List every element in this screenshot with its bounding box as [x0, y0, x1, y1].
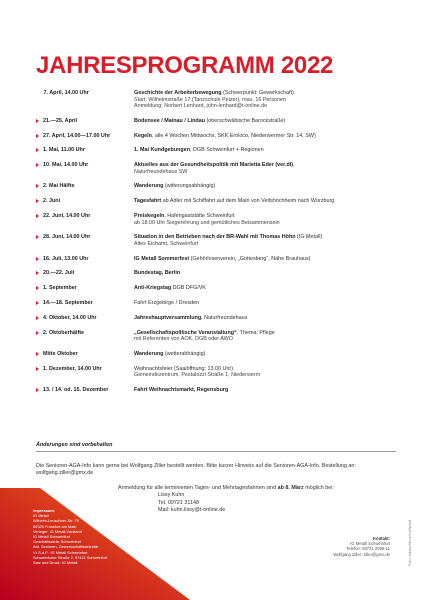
- event-title: Fahrt Weihnachtsmarkt, Regensburg: [134, 387, 229, 394]
- event-detail: mit Referenten von AOK, DGB oder AWO: [134, 336, 233, 343]
- event-date: [36, 234, 134, 247]
- event-row: [36, 351, 401, 358]
- event-date: [36, 147, 134, 154]
- event-date-text: 1. Mai, 11.00 Uhr: [43, 147, 85, 154]
- event-date: [36, 387, 134, 394]
- bullet-arrow-icon: [36, 352, 39, 356]
- event-date-text: 4. Oktober, 14.00 Uhr: [43, 314, 97, 321]
- event-date: [36, 162, 134, 175]
- event-date-text: 2. Mai Hälfte: [43, 183, 75, 190]
- event-row: [36, 330, 401, 343]
- event-date-text: 2. Juni: [43, 198, 61, 205]
- event-info: [134, 300, 401, 307]
- impressum-line: 60329 Frankfurt am Main: [33, 523, 77, 529]
- event-text: , alle 4 Wochen Mittwochs, SKK Eroloco, Niederwerrner Str. 14, SW): [151, 132, 316, 139]
- bullet-arrow-icon: [36, 388, 39, 392]
- event-date: [36, 330, 134, 343]
- event-text: (witterungsabhängig): [163, 183, 216, 190]
- event-row: [36, 285, 401, 292]
- event-date-text: 2. Oktoberhälfte: [43, 329, 85, 336]
- event-text: Weihnachtsfeier (Saalöffnung: 13.00 Uhr): [134, 365, 233, 372]
- bullet-arrow-icon: [36, 271, 39, 275]
- event-date-text: 1. Dezember, 14.00 Uhr: [43, 365, 102, 372]
- event-info: [134, 351, 401, 358]
- event-row: [36, 198, 401, 205]
- event-info: [134, 270, 401, 277]
- event-date: [36, 285, 134, 292]
- event-date-text: 10. Mai, 14.00 Uhr: [43, 162, 89, 169]
- event-date-text: 1. September: [43, 285, 77, 292]
- event-title: Bodensee / Mainau / Lindau: [134, 117, 205, 124]
- bullet-arrow-icon: [36, 134, 39, 138]
- event-date-text: 27. April, 14.00—17.00 Uhr: [43, 132, 111, 139]
- event-text: ab Adler mit Schiffahrt auf dem Main von Veitshöchheim nach Würzburg: [161, 198, 335, 205]
- impressum-heading: Impressum:: [33, 508, 56, 513]
- bullet-arrow-icon: [36, 301, 39, 305]
- event-title: Wanderung: [134, 183, 164, 190]
- event-title: Bundestag, Berlin: [134, 270, 181, 277]
- event-info: [134, 162, 401, 175]
- event-info: [134, 387, 401, 394]
- event-date-text: Mitte Oktober: [43, 350, 78, 357]
- event-text: , Hafengaststätte Schweinfurt: [164, 213, 235, 220]
- event-date: [36, 270, 134, 277]
- impressum-line: IG Metall Schweinfurt: [33, 534, 70, 540]
- bullet-arrow-icon: [36, 148, 39, 152]
- event-title: Situation in den Betrieben nach der BR-Wahl mit Thomas Höhn: [134, 234, 296, 241]
- event-date: [36, 213, 134, 226]
- event-text: (wetterabhängig): [163, 350, 206, 357]
- event-info: [134, 366, 401, 379]
- event-date-text: 22. Juni, 14.00 Uhr: [43, 213, 91, 220]
- event-title: Preiskegeln: [134, 213, 165, 220]
- event-title: Geschichte der Arbeiterbewegung: [134, 90, 222, 96]
- event-row: [36, 133, 401, 140]
- event-text: , Thema: Pflege: [236, 329, 275, 336]
- contact-line: Telefon: 09721 2096-11: [346, 546, 390, 552]
- event-info: [134, 315, 401, 322]
- event-date: [36, 183, 134, 190]
- contact-line: IG Metall Schweinfurt: [350, 541, 390, 547]
- event-info: [134, 147, 401, 154]
- signup-tel: Tel. 09721 31148: [158, 499, 199, 506]
- impressum-line: Geschäftsstelle Schweinfurt: [33, 539, 82, 545]
- contact-block: [333, 536, 390, 557]
- event-date: [36, 90, 134, 110]
- bullet-arrow-icon: [36, 199, 39, 203]
- event-date-text: 21.—25. April: [43, 117, 77, 124]
- bullet-arrow-icon: [36, 257, 39, 261]
- event-text: ,: [293, 162, 295, 169]
- bullet-arrow-icon: [36, 331, 39, 335]
- event-detail: Naturfreundehaus SW: [134, 168, 188, 175]
- event-row: [36, 213, 401, 226]
- event-text: (oberschwäbische Barockstraße): [205, 117, 286, 124]
- event-detail: Anmeldung: Norbert Lenhard, john-lenhard@t-online.de: [134, 103, 268, 109]
- event-date-text: 13. / 14. od. 15. Dezember: [43, 387, 109, 394]
- bullet-arrow-icon: [36, 184, 39, 188]
- impressum-line: Abt. Senioren, Gewerkschaftssekretär: [33, 544, 99, 550]
- event-info: [134, 118, 401, 125]
- event-title: Aktuelles aus der Gesundheitspolitik mit Marietta Eder (ver.di): [134, 162, 294, 169]
- event-date-text: 28. Juni, 14.00 Uhr: [43, 234, 91, 241]
- event-title: IG Metall Sommerfest: [134, 255, 190, 262]
- event-date-text: 16. Juli, 13.00 Uhr: [43, 255, 89, 262]
- event-date: [36, 256, 134, 263]
- event-date: [36, 366, 134, 379]
- event-text: DGB DFG/VK: [171, 285, 206, 292]
- event-title: Kegeln: [134, 132, 152, 139]
- event-title: Jahreshauptversammlung: [134, 314, 202, 321]
- event-date: [36, 133, 134, 140]
- event-row: [36, 270, 401, 277]
- impressum-line: IG Metall: [33, 513, 49, 519]
- event-info: [134, 234, 401, 247]
- bullet-arrow-icon: [36, 163, 39, 167]
- event-info: [134, 183, 401, 190]
- event-title: Anti-Kriegstag: [134, 285, 172, 292]
- event-date: [36, 198, 134, 205]
- impressum-line: Wilhelm-Leuschner-Str. 79: [33, 518, 79, 524]
- signup-name: Lissy Kuhn: [158, 492, 185, 499]
- event-detail: ab 18.00 Uhr Siegerehrung und gemütliches Beisammensein: [134, 219, 280, 226]
- event-date-text: 7. April, 14.00 Uhr: [43, 90, 89, 96]
- event-info: [134, 330, 401, 343]
- event-title: 1. Mai Kundgebungen: [134, 147, 191, 154]
- event-list: [36, 90, 401, 402]
- event-row: [36, 300, 401, 307]
- event-text: Fahrt Erzgebirge / Dresden: [134, 300, 200, 307]
- impressum-line: Verleger: IG Metall-Vorstand: [33, 528, 82, 534]
- event-title: Wanderung: [134, 350, 164, 357]
- event-row: [36, 256, 401, 263]
- event-text: , Naturfreundehaus: [201, 314, 248, 321]
- signup-mail[interactable]: Mail: kuhn.lissy@t-online.de: [158, 507, 226, 514]
- photo-credit: Foto: AdobeStock/Halfpoint: [408, 520, 412, 567]
- event-detail: Start: Wilhelmstraße 17 (Tanzschule Peizer), max. 16 Personen: [134, 96, 286, 103]
- event-row: [36, 387, 401, 394]
- bullet-arrow-icon: [36, 119, 39, 123]
- event-date-text: 20.—22. Juli: [43, 270, 75, 277]
- event-info: [134, 198, 401, 205]
- event-date: [36, 118, 134, 125]
- change-note: Änderungen sind vorbehalten: [36, 442, 113, 448]
- bullet-arrow-icon: [36, 286, 39, 290]
- bullet-arrow-icon: [36, 367, 39, 371]
- impressum-line: Schweinfurter Straße 2, 97421 Schweinfurt: [33, 554, 108, 560]
- info-text: Die Senioren-AGA-Info kann gerne bei Wolfgang Ziller bestellt werden. Bitte kurzer Hinweis auf die Senioren-AGA-Info. Bestellung an: wolfgang.ziller@gmx.de: [36, 463, 356, 476]
- event-row: [36, 162, 401, 175]
- event-text: (Schwerpunkt: Gewerkschaft): [221, 90, 294, 96]
- event-row: [36, 183, 401, 190]
- event-date: [36, 315, 134, 322]
- event-text: (IG Metall): [295, 234, 323, 241]
- event-info: [134, 285, 401, 292]
- bullet-arrow-icon: [36, 316, 39, 320]
- page-title: JAHRESPROGRAMM 2022: [36, 52, 334, 79]
- event-title: Tagesfahrt: [134, 198, 162, 205]
- event-row: [36, 366, 401, 379]
- event-row: [36, 118, 401, 125]
- divider: [36, 451, 396, 452]
- contact-line: Wolfgang Ziller: ziller@gmx.de: [333, 551, 390, 557]
- event-date-text: 14.—18. September: [43, 300, 93, 307]
- impressum-line: Satz und Druck: IG Metall: [33, 560, 78, 566]
- event-date: [36, 300, 134, 307]
- impressum-block: [33, 508, 107, 565]
- event-info: [134, 256, 401, 263]
- event-detail: Gemeindezentrum, Pestalozzi Straße 1, Niederwerrn: [134, 372, 261, 379]
- event-row: [36, 315, 401, 322]
- signup-intro: Anmeldung für alle terminierten Tages- und Mehrtagesfahrten sind ab 8. März möglich bei:: [118, 485, 334, 491]
- event-info: [134, 133, 401, 140]
- event-title: „Gesellschaftspolitische Veranstaltung“: [134, 329, 237, 336]
- event-text: (Gehörlosenverein, „Gottesberg“, Nähe Brauhaus): [189, 255, 311, 262]
- bullet-arrow-icon: [36, 235, 39, 239]
- event-row: [36, 147, 401, 154]
- bullet-arrow-icon: [36, 214, 39, 218]
- event-text: , DGB Schweinfurt + Regionen: [190, 147, 264, 154]
- impressum-line: V.i.S.d.P.: IG Metall Schweinfurt: [33, 549, 88, 555]
- event-row: [36, 234, 401, 247]
- event-date: [36, 351, 134, 358]
- event-row: [36, 90, 401, 110]
- event-detail: Altes Eichamt, Schweinfurt: [134, 240, 199, 247]
- event-info: [134, 90, 401, 110]
- contact-heading: Kontakt:: [373, 536, 390, 541]
- event-info: [134, 213, 401, 226]
